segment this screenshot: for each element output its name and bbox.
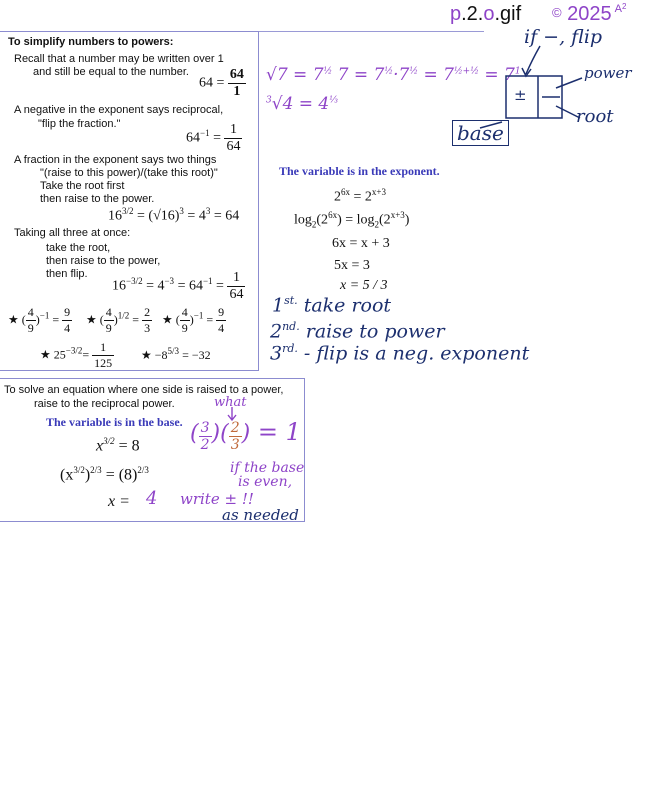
eq1-rhs: = 8 <box>114 437 140 455</box>
neg-eq-sign: = <box>213 130 221 146</box>
frac-rest3: = 64 <box>210 208 240 224</box>
ex3-fraction <box>180 305 190 336</box>
ex5-rest: = −32 <box>179 348 211 362</box>
ex5-base: −8 <box>154 348 168 362</box>
solve-eq3 <box>108 493 130 511</box>
ex2-num: 4 <box>105 305 112 319</box>
neg-exp: −1 <box>200 128 210 139</box>
recip-frac-2 <box>229 420 242 453</box>
radical1-e2: ½ <box>384 66 394 77</box>
l2-end: ) <box>404 212 410 228</box>
radical2-text: √4 = 4 <box>271 94 330 114</box>
flip-arrow-icon <box>526 46 540 74</box>
ex4-fraction <box>92 340 114 371</box>
l1-exp: 6x <box>341 187 350 197</box>
plus-minus-sign: ± <box>514 86 527 104</box>
eq2-exp3: 2/3 <box>137 465 149 475</box>
all-line3: then raise to the power, <box>46 255 161 267</box>
exponent-subtitle: The variable is in the exponent. <box>279 164 440 178</box>
recip-frac-1 <box>199 420 212 453</box>
ex3-result <box>216 305 226 336</box>
ex2-den: 9 <box>105 321 112 335</box>
l2-mid: (2 <box>316 212 329 228</box>
ex3-eq: = <box>206 312 214 327</box>
solve-line2: raise to the reciprocal power. <box>34 398 175 410</box>
solve-line1: To solve an equation where one side is raised to a power, <box>4 384 284 396</box>
all-num: 1 <box>227 270 245 287</box>
step3-sup: rd. <box>282 342 298 355</box>
root-arrow-icon <box>556 106 580 118</box>
star-icon: ★ <box>8 312 19 327</box>
step3-text: - flip is a neg. exponent <box>297 342 530 365</box>
eq2-mid: ) <box>84 466 91 484</box>
ex5-exp: 5/3 <box>167 346 180 356</box>
ex3-exp: −1 <box>193 310 204 321</box>
l2-mid2: ) = log <box>337 212 375 228</box>
step-3 <box>270 342 529 364</box>
all-exp2: −3 <box>164 276 175 287</box>
all-mid2: = 64 <box>174 278 203 294</box>
filename-ext: .gif <box>494 3 522 25</box>
radical1-e4: ½+½ <box>453 66 479 77</box>
ex2-rnum: 2 <box>144 305 151 319</box>
all-line1: Taking all three at once: <box>14 227 131 239</box>
superscript-2: 2 <box>622 2 627 11</box>
copyright-year: 2025 <box>567 3 612 25</box>
recip-eq: = 1 <box>250 418 301 446</box>
even-note-2: is even, <box>238 474 293 490</box>
example-2: ★ ( $\frac{4}{9}$ )$^{1/2}$ = $\frac{2}{3}$ <box>86 305 151 335</box>
superscript-a: A <box>614 3 622 15</box>
radical1-rest: 7 = 7 <box>332 65 385 85</box>
neg-line1: A negative in the exponent says reciprocal, <box>14 104 224 116</box>
step3-num: 3 <box>270 342 283 365</box>
neg-fraction <box>224 122 242 155</box>
recip-n2: 2 <box>230 419 240 436</box>
recall-equation <box>199 67 246 100</box>
exp-line1 <box>334 187 386 206</box>
ex2-eq: = <box>132 312 140 327</box>
frac-line1: A fraction in the exponent says two things <box>14 154 217 166</box>
radical1-e3: ½ <box>409 66 419 77</box>
frac-rest: = (√16) <box>133 208 180 224</box>
exp-line5: x = 5 / 3 <box>340 278 388 293</box>
eq1-exp: 3/2 <box>103 436 115 446</box>
example-3: ★ ( $\frac{4}{9}$ )$^{-1}$ = $\frac{9}{4}$ <box>162 305 225 335</box>
frac-line3: Take the root first <box>40 180 125 192</box>
l1-exp2: x+3 <box>371 187 386 197</box>
as-needed-note: as needed <box>222 506 299 524</box>
ex3-num: 4 <box>181 305 188 319</box>
eq2-exp1: 3/2 <box>73 465 85 475</box>
base-label: base <box>452 120 509 146</box>
ex1-num: 4 <box>27 305 34 319</box>
step2-sup: nd. <box>282 320 300 333</box>
simplify-title: To simplify numbers to powers: <box>8 36 174 48</box>
exp-line3: 6x = x + 3 <box>332 236 390 251</box>
neg-base: 64 <box>186 130 200 146</box>
radical1-r2: ·7 <box>393 65 410 85</box>
exp-line2 <box>294 210 409 229</box>
solve-answer: 4 <box>146 488 158 509</box>
ex4-den: 125 <box>94 356 113 370</box>
frac-line2: "(raise to this power)/(take this root)" <box>40 167 218 179</box>
ex3-rnum: 9 <box>218 305 225 319</box>
solve-eq2 <box>60 465 149 484</box>
eq2-exp2: 2/3 <box>90 465 102 475</box>
all-fraction <box>227 270 245 303</box>
step-2 <box>270 320 445 342</box>
ex1-rnum: 9 <box>64 305 71 319</box>
exp-line4: 5x = 3 <box>334 258 370 273</box>
radical-example-2 <box>266 94 338 114</box>
ex1-result <box>62 305 72 336</box>
ex1-fraction <box>26 305 36 336</box>
filename-o: o <box>483 3 495 25</box>
step1-num: 1 <box>272 294 285 317</box>
ex4-base: 25 <box>53 347 66 362</box>
star-icon: ★ <box>141 348 152 362</box>
step-1 <box>272 294 391 316</box>
power-label: power <box>584 64 632 82</box>
neg-equation <box>186 122 242 155</box>
eq2-rhs: = (8) <box>101 466 138 484</box>
ex1-eq: = <box>52 312 60 327</box>
ex1-den: 9 <box>27 321 34 335</box>
radical2-exp: ⅓ <box>329 95 338 106</box>
recall-num: 64 <box>229 67 244 82</box>
all-mid: = 4 <box>142 278 165 294</box>
recip-d1: 2 <box>200 436 210 453</box>
star-icon: ★ <box>40 347 51 362</box>
recall-fraction <box>228 67 246 100</box>
l2-exp: 6x <box>328 210 338 220</box>
solve-eq1 <box>96 436 140 455</box>
ex4-eq: = <box>82 347 90 362</box>
filename-p: p <box>450 3 462 25</box>
all-equation <box>112 270 245 303</box>
neg-den: 64 <box>226 139 241 154</box>
eq3-text: x = <box>108 493 130 510</box>
l1-mid: = 2 <box>350 189 372 205</box>
star-icon: ★ <box>162 312 173 327</box>
copyright-notice <box>552 2 626 26</box>
all-den: 64 <box>229 287 244 302</box>
file-name <box>450 3 521 26</box>
copyright-icon: © <box>552 5 562 20</box>
recip-n1: 3 <box>200 419 210 436</box>
recall-eq-lhs: 64 = <box>199 75 225 91</box>
l2-sub2: 2 <box>374 219 380 230</box>
recall-line1: Recall that a number may be written over 1 <box>14 53 224 65</box>
l2-mid3: (2 <box>379 212 391 228</box>
recall-line2: and still be equal to the number. <box>33 66 189 78</box>
flip-note: if −, flip <box>524 26 603 48</box>
ex4-num: 1 <box>92 340 114 356</box>
neg-line2: "flip the fraction." <box>38 118 121 130</box>
ex2-fraction <box>104 305 114 336</box>
step2-num: 2 <box>270 320 283 343</box>
base-arrow-icon <box>480 122 502 128</box>
l2-sub: 2 <box>311 219 317 230</box>
frac-line4: then raise to the power. <box>40 193 155 205</box>
all-eq-sign: = <box>212 278 224 294</box>
radical1-r4: = 7 <box>478 65 515 85</box>
ex4-exp: −3/2 <box>65 345 83 356</box>
eq1-lhs: x <box>96 437 104 455</box>
step1-text: take root <box>297 294 392 317</box>
frac-exp2: 3 <box>179 206 184 216</box>
neg-num: 1 <box>224 122 242 139</box>
even-note-1: if the base <box>230 460 305 476</box>
l2-exp2: x+3 <box>390 210 405 220</box>
example-5 <box>141 346 211 363</box>
step1-sup: st. <box>284 294 298 307</box>
frac-exp3: 3 <box>205 206 211 216</box>
what-note: what <box>214 395 247 410</box>
ex2-rden: 3 <box>144 321 151 335</box>
all-line4: then flip. <box>46 268 88 280</box>
all-line2: take the root, <box>46 242 111 254</box>
radical1-exp: ½ <box>323 66 333 77</box>
example-1: ★ ( $\frac{4}{9}$ )$^{-1}$ = $\frac{9}{4}$ <box>8 305 71 335</box>
all-exp: −3/2 <box>126 276 143 287</box>
recip-d2: 3 <box>230 436 240 453</box>
radical1-e5: 1 <box>514 66 521 77</box>
radical2-index: 3 <box>266 95 272 106</box>
recall-den: 1 <box>233 84 241 99</box>
eq2-lhs: (x <box>60 466 74 484</box>
ex1-rden: 4 <box>64 321 71 335</box>
ex1-exp: −1 <box>39 310 50 321</box>
ex3-den: 9 <box>181 321 188 335</box>
frac-rest2: = 4 <box>183 208 206 224</box>
ex2-exp: 1/2 <box>117 310 130 321</box>
write-note: write ± !! <box>180 490 254 508</box>
power-arrow-icon <box>556 78 582 88</box>
step2-text: raise to power <box>299 320 445 343</box>
star-icon: ★ <box>86 312 97 327</box>
frac-base: 16 <box>108 208 122 224</box>
exponent-diagram <box>440 40 640 150</box>
frac-equation <box>108 206 239 225</box>
root-label: root <box>576 106 614 127</box>
example-4 <box>40 340 114 371</box>
l1-base: 2 <box>334 189 341 205</box>
reciprocal-check: ( $\frac{3}{2}$ )( $\frac{2}{3}$ ) = 1 <box>190 418 301 453</box>
radical1-r3: = 7 <box>418 65 454 85</box>
l2-log: log <box>294 212 312 228</box>
all-exp3: −1 <box>202 276 213 287</box>
all-base: 16 <box>112 278 126 294</box>
radical1-text: √7 = 7 <box>266 65 324 85</box>
frac-exp: 3/2 <box>122 206 134 216</box>
filename-rest: .2. <box>461 3 484 25</box>
solve-subtitle: The variable is in the base. <box>46 415 183 429</box>
ex3-rden: 4 <box>218 321 225 335</box>
ex2-result <box>142 305 152 336</box>
